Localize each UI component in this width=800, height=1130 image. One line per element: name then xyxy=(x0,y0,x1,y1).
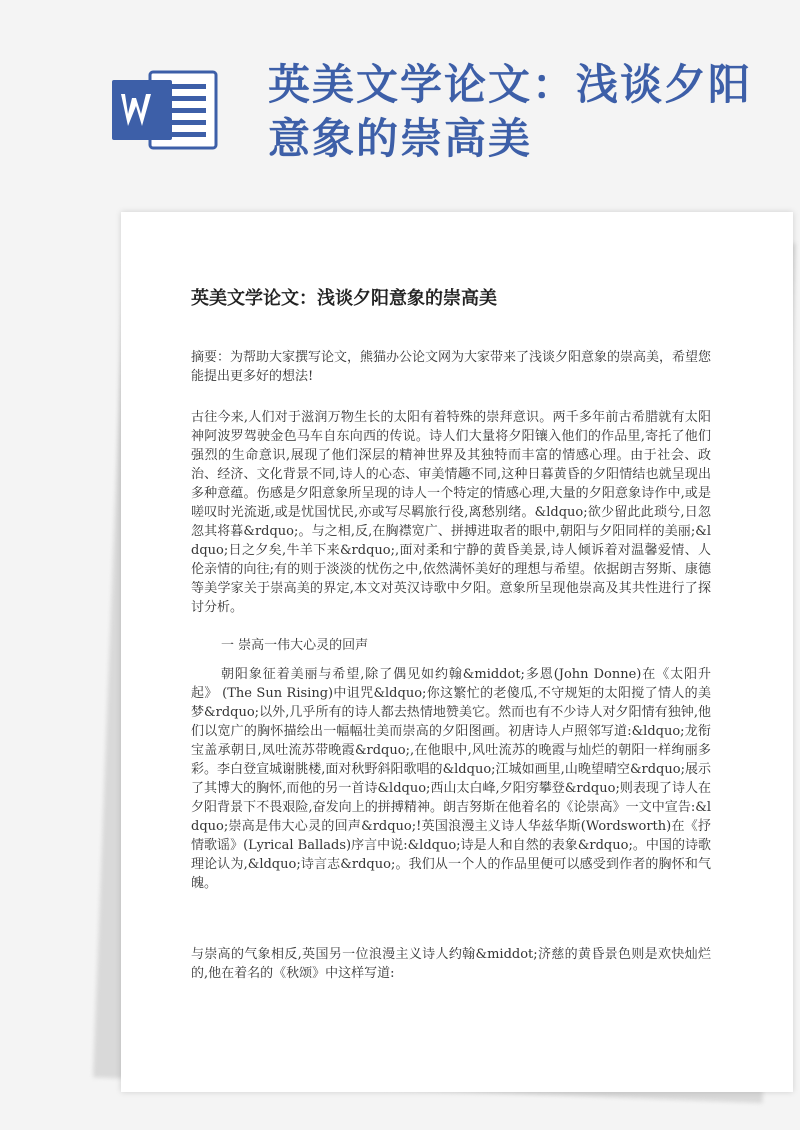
section-heading: 一 崇高一伟大心灵的回声 xyxy=(221,638,369,653)
document-title: 英美文学论文：浅谈夕阳意象的崇高美 xyxy=(191,288,497,309)
body-paragraph-3: 与崇高的气象相反,英国另一位浪漫主义诗人约翰&middot;济慈的黄昏景色则是欢快灿烂的,他在着名的《秋颂》中这样写道: xyxy=(191,947,711,981)
page-title: 英美文学论文：浅谈夕阳意象的崇高美 xyxy=(268,60,753,163)
word-document-icon xyxy=(110,68,220,150)
body-paragraph-2: 朝阳象征着美丽与希望,除了偶见如约翰&middot;多恩(John Donne)在《太阳升起》 (The Sun Rising)中诅咒&ldquo;你这繁忙的老傻瓜,不守规矩的太阳搅了情人的美梦&rdquo;以外,几乎所有的诗人都去热情地赞美它。然而也有不少诗人对夕阳情有独钟,他们以宽广的胸怀描绘出一幅幅壮美而崇高的夕阳图画。初唐诗人卢照邻写道:&ldquo;龙衔宝盖承朝日,凤吐流苏带晚霞&rdquo;,在他眼中,风吐流苏的晚霞与灿烂的朝阳一样绚丽多彩。李白登宣城谢朓楼,面对秋野斜阳歌唱的&ldquo;江城如画里,山晚望晴空&rdquo;展示了其博大的胸怀,而他的另一首诗&ldquo;西山太白峰,夕阳穷攀登&rdquo;则表现了诗人在夕阳背景下不畏艰险,奋发向上的拼搏精神。朗吉努斯在他着名的《论崇高》一文中宣告:&ldquo;崇高是伟大心灵的回声&rdquo;!英国浪漫主义诗人华兹华斯(Wordsworth)在《抒情歌谣》(Lyrical Ballads)序言中说:&ldquo;诗是人和自然的表象&rdquo;。中国的诗歌理论认为,&ldquo;诗言志&rdquo;。我们从一个人的作品里便可以感受到作者的胸怀和气魄。 xyxy=(191,667,711,891)
abstract-paragraph: 摘要：为帮助大家撰写论文，熊猫办公论文网为大家带来了浅谈夕阳意象的崇高美，希望您能提出更多好的想法! xyxy=(191,350,712,384)
document-page xyxy=(121,212,793,1092)
body-paragraph-1: 古往今来,人们对于滋润万物生长的太阳有着特殊的崇拜意识。两千多年前古希腊就有太阳神阿波罗驾驶金色马车自东向西的传说。诗人们大量将夕阳镶入他们的作品里,寄托了他们强烈的生命意识,展现了他们深层的精神世界及其独特而丰富的情感心理。由于社会、政治、经济、文化背景不同,诗人的心态、审美情趣不同,这种日暮黄昏的夕阳情结也就呈现出多种意蕴。伤感是夕阳意象所呈现的诗人一个特定的情感心理,大量的夕阳意象诗作中,或是嗟叹时光流逝,或是忧国忧民,亦或写尽羁旅行役,离愁别绪。&ldquo;欲少留此此琐兮,日忽忽其将暮&rdquo;。与之相,反,在胸襟宽广、拼搏进取者的眼中,朝阳与夕阳同样的美丽;&ldquo;日之夕矣,牛羊下来&rdquo;,面对柔和宁静的黄昏美景,诗人倾诉着对温馨爱情、人伦亲情的向往;有的则于淡淡的忧伤之中,依然满怀美好的理想与希望。依据朗吉努斯、康德等美学家关于崇高美的界定,本文对英汉诗歌中夕阳。意象所呈现他崇高及其共性进行了探讨分析。 xyxy=(191,410,711,615)
header xyxy=(0,0,800,200)
